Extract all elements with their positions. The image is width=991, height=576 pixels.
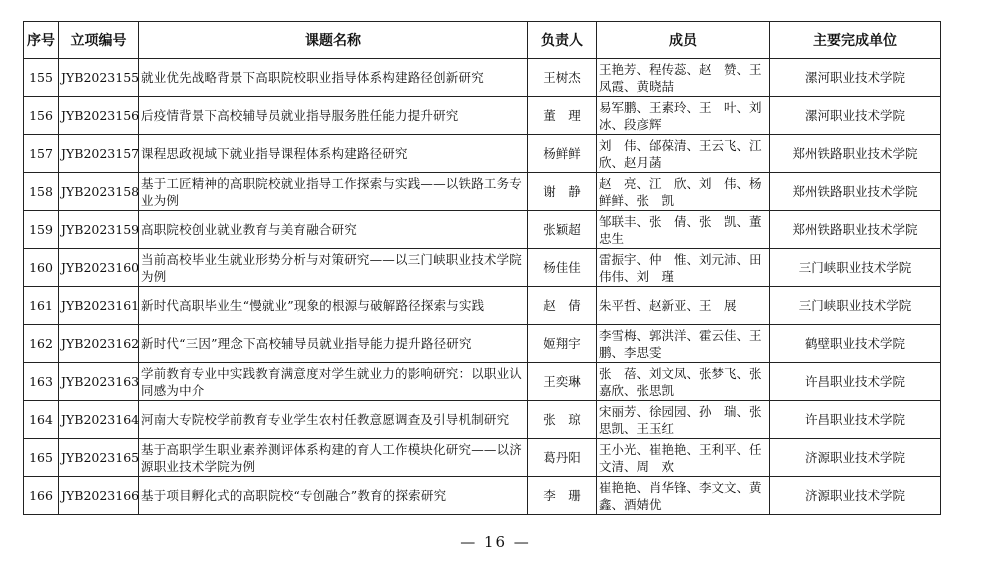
row-number: 163 xyxy=(24,363,59,401)
project-lead: 王树杰 xyxy=(528,59,597,97)
project-unit: 许昌职业技术学院 xyxy=(770,401,941,439)
project-code: JYB2023156 xyxy=(59,97,139,135)
project-code: JYB2023160 xyxy=(59,249,139,287)
project-lead: 张颖超 xyxy=(528,211,597,249)
project-title: 课程思政视域下就业指导课程体系构建路径研究 xyxy=(139,135,528,173)
row-number: 158 xyxy=(24,173,59,211)
project-unit: 郑州铁路职业技术学院 xyxy=(770,173,941,211)
project-members: 王小光、崔艳艳、王利平、任文清、周 欢 xyxy=(597,439,770,477)
table-row xyxy=(24,97,941,135)
project-code: JYB2023166 xyxy=(59,477,139,515)
project-code: JYB2023155 xyxy=(59,59,139,97)
row-number: 159 xyxy=(24,211,59,249)
project-unit: 漯河职业技术学院 xyxy=(770,59,941,97)
project-title: 学前教育专业中实践教育满意度对学生就业力的影响研究：以职业认同感为中介 xyxy=(139,363,528,401)
project-title: 就业优先战略背景下高职院校职业指导体系构建路径创新研究 xyxy=(139,59,528,97)
project-lead: 王奕琳 xyxy=(528,363,597,401)
project-code: JYB2023159 xyxy=(59,211,139,249)
header-unit: 主要完成单位 xyxy=(770,22,941,59)
project-table xyxy=(23,21,941,515)
project-title: 当前高校毕业生就业形势分析与对策研究——以三门峡职业技术学院为例 xyxy=(139,249,528,287)
project-members: 宋丽芳、徐园园、孙 瑞、张思凯、王玉红 xyxy=(597,401,770,439)
project-lead: 杨佳佳 xyxy=(528,249,597,287)
project-unit: 三门峡职业技术学院 xyxy=(770,249,941,287)
project-title: 基于工匠精神的高职院校就业指导工作探索与实践——以铁路工务专业为例 xyxy=(139,173,528,211)
table-row xyxy=(24,249,941,287)
project-code: JYB2023162 xyxy=(59,325,139,363)
project-unit: 郑州铁路职业技术学院 xyxy=(770,211,941,249)
header-row xyxy=(24,22,941,59)
project-code: JYB2023163 xyxy=(59,363,139,401)
table-row xyxy=(24,173,941,211)
row-number: 166 xyxy=(24,477,59,515)
table-row xyxy=(24,439,941,477)
project-title: 高职院校创业就业教育与美育融合研究 xyxy=(139,211,528,249)
page-number: — 16 — xyxy=(460,533,531,551)
project-title: 河南大专院校学前教育专业学生农村任教意愿调查及引导机制研究 xyxy=(139,401,528,439)
project-unit: 鹤壁职业技术学院 xyxy=(770,325,941,363)
project-title: 后疫情背景下高校辅导员就业指导服务胜任能力提升研究 xyxy=(139,97,528,135)
project-lead: 李 珊 xyxy=(528,477,597,515)
project-unit: 许昌职业技术学院 xyxy=(770,363,941,401)
row-number: 162 xyxy=(24,325,59,363)
project-lead: 葛丹阳 xyxy=(528,439,597,477)
project-code: JYB2023161 xyxy=(59,287,139,325)
project-title: 新时代高职毕业生“慢就业”现象的根源与破解路径探索与实践 xyxy=(139,287,528,325)
project-unit: 济源职业技术学院 xyxy=(770,477,941,515)
row-number: 164 xyxy=(24,401,59,439)
header-no: 序号 xyxy=(24,22,59,59)
project-unit: 郑州铁路职业技术学院 xyxy=(770,135,941,173)
project-unit: 三门峡职业技术学院 xyxy=(770,287,941,325)
project-members: 朱平哲、赵新亚、王 展 xyxy=(597,287,770,325)
row-number: 155 xyxy=(24,59,59,97)
table-row xyxy=(24,325,941,363)
table-row xyxy=(24,211,941,249)
project-lead: 董 理 xyxy=(528,97,597,135)
row-number: 156 xyxy=(24,97,59,135)
row-number: 160 xyxy=(24,249,59,287)
table-row xyxy=(24,59,941,97)
project-members: 王艳芳、程传蕊、赵 赞、王凤霞、黄晓喆 xyxy=(597,59,770,97)
project-lead: 杨鲜鲜 xyxy=(528,135,597,173)
table-row xyxy=(24,287,941,325)
project-code: JYB2023158 xyxy=(59,173,139,211)
project-lead: 谢 静 xyxy=(528,173,597,211)
project-members: 雷振宇、仲 惟、刘元沛、田伟伟、刘 瑾 xyxy=(597,249,770,287)
project-unit: 济源职业技术学院 xyxy=(770,439,941,477)
table-row xyxy=(24,401,941,439)
project-title: 新时代“三因”理念下高校辅导员就业指导能力提升路径研究 xyxy=(139,325,528,363)
header-members: 成员 xyxy=(597,22,770,59)
project-members: 邹联丰、张 倩、张 凯、董忠生 xyxy=(597,211,770,249)
table-row xyxy=(24,135,941,173)
project-lead: 张 琼 xyxy=(528,401,597,439)
project-members: 李雪梅、郭洪洋、霍云佳、王 鹏、李思雯 xyxy=(597,325,770,363)
row-number: 165 xyxy=(24,439,59,477)
header-title: 课题名称 xyxy=(139,22,528,59)
project-unit: 漯河职业技术学院 xyxy=(770,97,941,135)
project-lead: 姬翔宇 xyxy=(528,325,597,363)
project-members: 赵 亮、江 欣、刘 伟、杨鲜鲜、张 凯 xyxy=(597,173,770,211)
project-lead: 赵 倩 xyxy=(528,287,597,325)
row-number: 157 xyxy=(24,135,59,173)
row-number: 161 xyxy=(24,287,59,325)
table-row xyxy=(24,363,941,401)
project-title: 基于高职学生职业素养测评体系构建的育人工作模块化研究——以济源职业技术学院为例 xyxy=(139,439,528,477)
header-code: 立项编号 xyxy=(59,22,139,59)
project-members: 张 蓓、刘文凤、张梦飞、张嘉欣、张思凯 xyxy=(597,363,770,401)
project-code: JYB2023165 xyxy=(59,439,139,477)
project-members: 刘 伟、邰葆清、王云飞、江 欣、赵月菡 xyxy=(597,135,770,173)
project-members: 易军鹏、王素玲、王 叶、刘 冰、段彦辉 xyxy=(597,97,770,135)
table-row xyxy=(24,477,941,515)
project-members: 崔艳艳、肖华锋、李文文、黄 鑫、酒婧优 xyxy=(597,477,770,515)
table-body xyxy=(24,59,941,515)
project-code: JYB2023157 xyxy=(59,135,139,173)
project-code: JYB2023164 xyxy=(59,401,139,439)
project-title: 基于项目孵化式的高职院校“专创融合”教育的探索研究 xyxy=(139,477,528,515)
header-lead: 负责人 xyxy=(528,22,597,59)
